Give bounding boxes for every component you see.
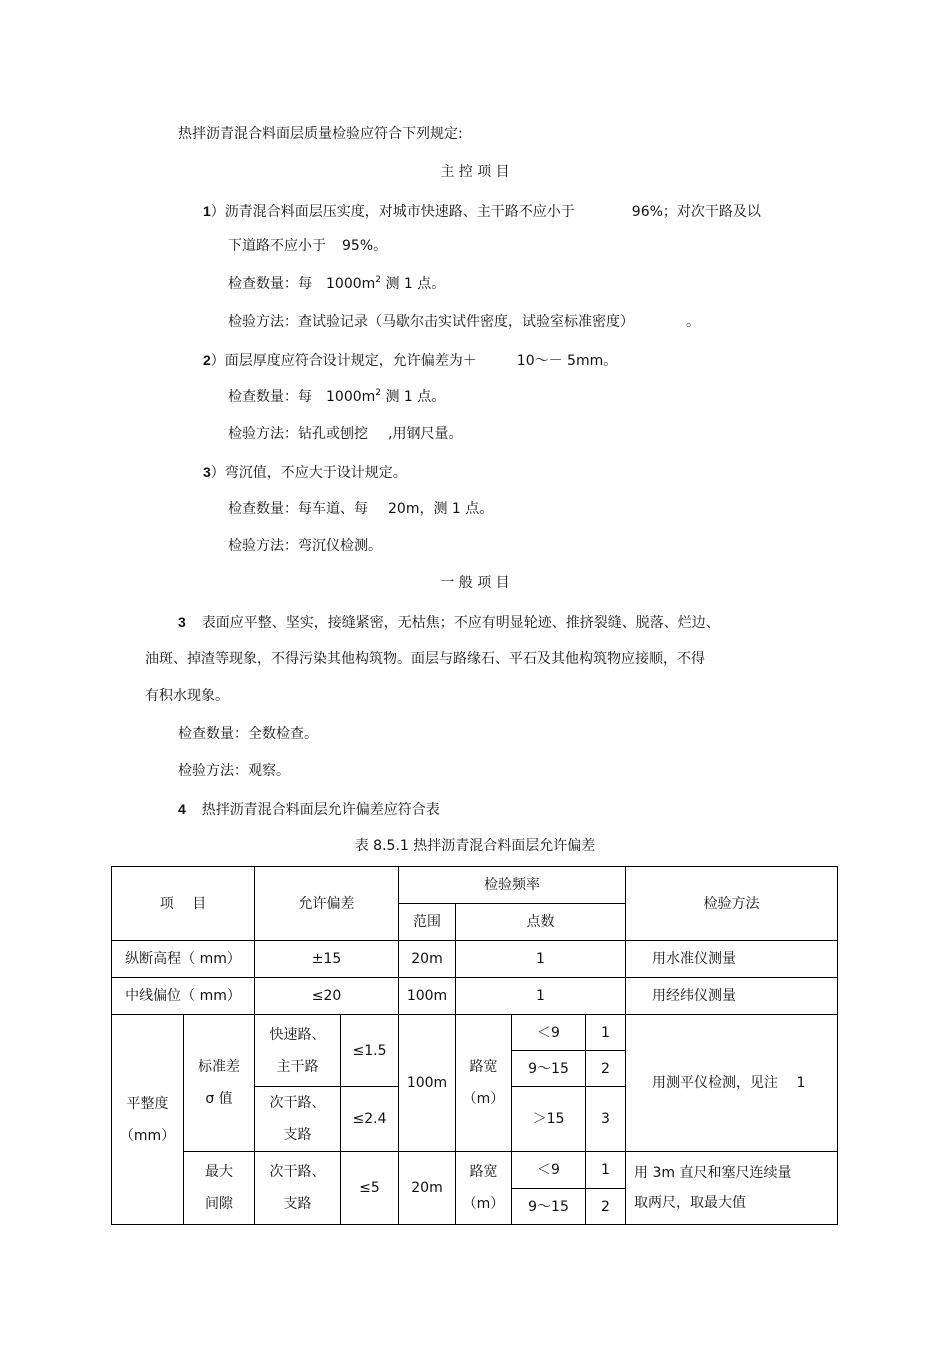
item-3-text: 3）弯沉值，不应大于设计规定。 [203,464,407,481]
general-3-number: 3 [178,614,186,630]
header-points: 点数 [456,904,626,941]
header-range: 范围 [399,904,456,941]
general-3-line-1: 3 表面应平整、坚实，接缝紧密，无枯焦；不应有明显轮迹、推挤裂缝、脱落、烂边、 [178,614,720,631]
general-4-number: 4 [178,801,186,817]
header-item: 项 目 [112,867,255,941]
flatness-std-dev: 标准差 σ 值 [184,1015,255,1152]
general-4-text: 4 热拌沥青混合料面层允许偏差应符合表 [178,801,440,818]
row-longitudinal-elevation: 纵断高程（ mm） [112,941,255,978]
item-1-check-method: 检验方法：查试验记录（马歇尔击实试件密度，试验室标准密度） 。 [228,314,700,330]
table-row: 中线偏位（ mm） ≤20 100m 1 用经纬仪测量 [112,978,838,1015]
header-frequency: 检验频率 [399,867,626,904]
row-centerline-offset: 中线偏位（ mm） [112,978,255,1015]
header-tolerance: 允许偏差 [255,867,399,941]
table-row: 9～15 2 [112,1189,838,1225]
item-3-check-quantity: 检查数量：每车道、每 20m，测 1 点。 [228,501,494,517]
item-1-check-quantity: 检查数量：每 $1000m^2$ 测 1 点。 [228,275,446,292]
item-2-check-quantity: 检查数量：每 $1000m^2$ 测 1 点。 [228,388,446,405]
item-1-number: 1 [203,203,211,219]
main-control-heading: 主 控 项 目 [440,164,510,180]
item-3-check-method: 检验方法：弯沉仪检测。 [228,538,382,554]
item-2-check-method: 检验方法：钻孔或刨挖 ,用钢尺量。 [228,426,463,442]
row-flatness: 平整度 （mm） [112,1015,184,1225]
intro-paragraph: 热拌沥青混合料面层质量检验应符合下列规定: [178,126,463,142]
tolerance-table [111,866,838,1225]
table-row: 平整度 （mm） 标准差 σ 值 快速路、 主干路 ≤1.5 100m 路宽 （m） ＜9 1 用测平仪检测，见注 1 [112,1015,838,1051]
general-3-check-quantity: 检查数量：全数检查。 [178,726,318,742]
general-3-line-2: 油斑、掉渣等现象，不得污染其他构筑物。面层与路缘石、平石及其他构筑物应接顺，不得 [145,651,705,667]
header-method: 检验方法 [626,867,838,941]
table-row: 最大 间隙 次干路、 支路 ≤5 20m 路宽 （m） ＜9 1 用 3m 直尺和塞尺连续量 取两尺，取最大值 [112,1152,838,1189]
table-row: 9～15 2 [112,1051,838,1087]
table-row: 纵断高程（ mm） ±15 20m 1 用水准仪测量 [112,941,838,978]
item-2-number: 2 [203,352,211,368]
general-3-line-3: 有积水现象。 [145,688,229,704]
table-caption: 表 8.5.1 热拌沥青混合料面层允许偏差 [354,838,596,854]
general-items-heading: 一 般 项 目 [440,575,510,591]
item-1-continuation: 下道路不应小于 95%。 [228,238,388,254]
item-3-number: 3 [203,464,211,480]
item-2-text: 2）面层厚度应符合设计规定，允许偏差为＋ 10～－ 5mm。 [203,352,618,369]
table-row: 次干路、 支路 ≤2.4 ＞15 3 [112,1087,838,1152]
item-1-text: 1）沥青混合料面层压实度，对城市快速路、主干路不应小于 96%；对次干路及以 [203,203,761,220]
flatness-max-gap: 最大 间隙 [184,1152,255,1225]
general-3-check-method: 检验方法：观察。 [178,763,290,779]
